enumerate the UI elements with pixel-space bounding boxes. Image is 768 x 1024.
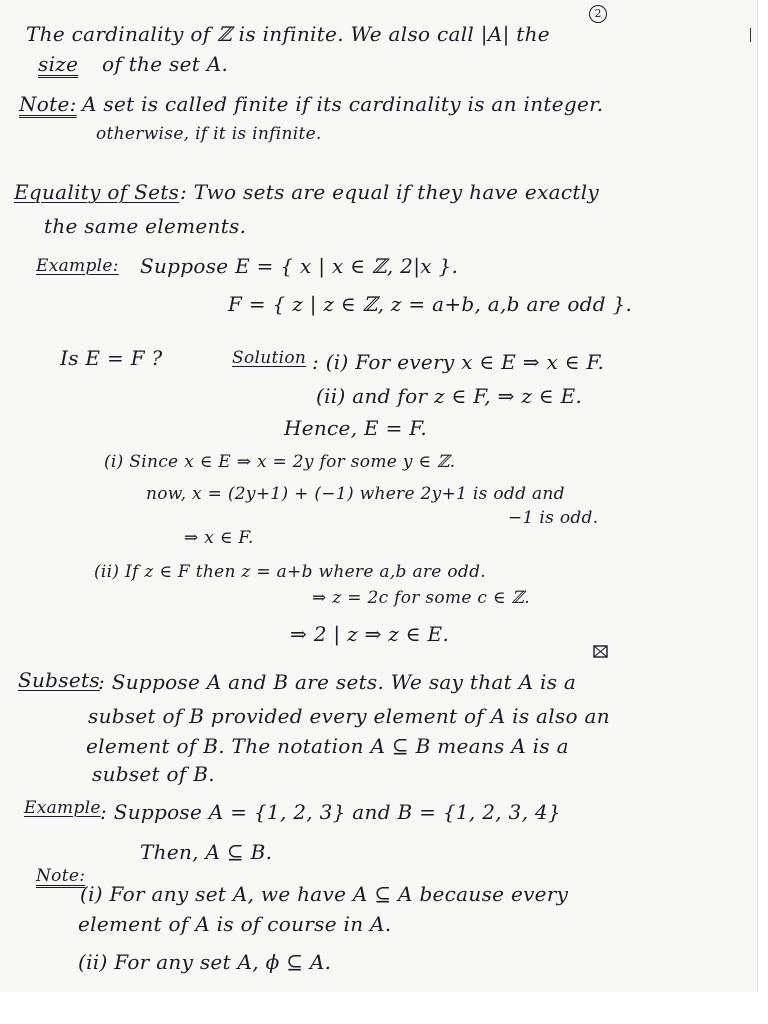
note-line-l26: element of A is of course in A. <box>78 912 392 936</box>
note-line-l27: (ii) For any set A, ϕ ⊆ A. <box>78 950 332 974</box>
note-line-l25a: Note: <box>36 866 86 886</box>
note-line-l04: otherwise, if it is infinite. <box>96 124 322 144</box>
note-line-l05b: : Two sets are equal if they have exactly <box>180 180 600 204</box>
note-line-l25b: (i) For any set A, we have A ⊆ A because every <box>80 882 569 906</box>
note-line-l24: Then, A ⊆ B. <box>140 840 273 864</box>
note-line-l23a: Example <box>24 798 101 818</box>
note-line-l21: element of B. The notation A ⊆ B means A is a <box>86 734 569 758</box>
note-line-l03a: Note: <box>19 92 77 116</box>
note-line-l19b: : Suppose A and B are sets. We say that A is a <box>98 670 577 694</box>
page-bottom-margin <box>0 992 768 1024</box>
note-line-l16: (ii) If z ∈ F then z = a+b where a,b are odd. <box>94 562 486 582</box>
note-line-l09b: Solution <box>232 348 307 368</box>
note-line-l20: subset of B provided every element of A is also an <box>88 704 610 728</box>
note-line-l08: F = { z | z ∈ ℤ, z = a+b, a,b are odd }. <box>228 292 633 316</box>
qed-box-icon <box>593 645 608 658</box>
margin-mark <box>750 28 751 42</box>
note-line-l09a: Is E = F ? <box>60 346 163 370</box>
note-line-l05a: Equality of Sets <box>14 180 180 204</box>
note-line-l13: now, x = (2y+1) + (−1) where 2y+1 is odd and <box>146 484 565 504</box>
note-line-l01: The cardinality of ℤ is infinite. We also call |A| the <box>26 22 550 46</box>
note-line-l17: ⇒ z = 2c for some c ∈ ℤ. <box>312 588 530 608</box>
note-line-l07b: Suppose E = { x | x ∈ ℤ, 2|x }. <box>140 254 459 278</box>
note-line-l12: (i) Since x ∈ E ⇒ x = 2y for some y ∈ ℤ. <box>104 452 456 472</box>
page-number: 2 <box>589 5 607 23</box>
note-line-l14: −1 is odd. <box>508 508 599 528</box>
note-line-l07a: Example: <box>36 256 119 276</box>
note-line-l18: ⇒ 2 | z ⇒ z ∈ E. <box>290 622 450 646</box>
note-line-l23b: : Suppose A = {1, 2, 3} and B = {1, 2, 3, 4} <box>100 800 561 824</box>
note-line-l15: ⇒ x ∈ F. <box>184 528 254 548</box>
note-line-l10: (ii) and for z ∈ F, ⇒ z ∈ E. <box>316 384 583 408</box>
note-line-l02b: of the set A. <box>102 52 229 76</box>
note-line-l19a: Subsets <box>18 668 100 692</box>
note-line-l22: subset of B. <box>92 762 215 786</box>
note-line-l09c: : (i) For every x ∈ E ⇒ x ∈ F. <box>312 350 605 374</box>
note-line-l11: Hence, E = F. <box>284 416 428 440</box>
note-line-l02a: size <box>38 52 79 76</box>
note-line-l06: the same elements. <box>44 214 247 238</box>
note-line-l03b: A set is called finite if its cardinality is an integer. <box>82 92 604 116</box>
